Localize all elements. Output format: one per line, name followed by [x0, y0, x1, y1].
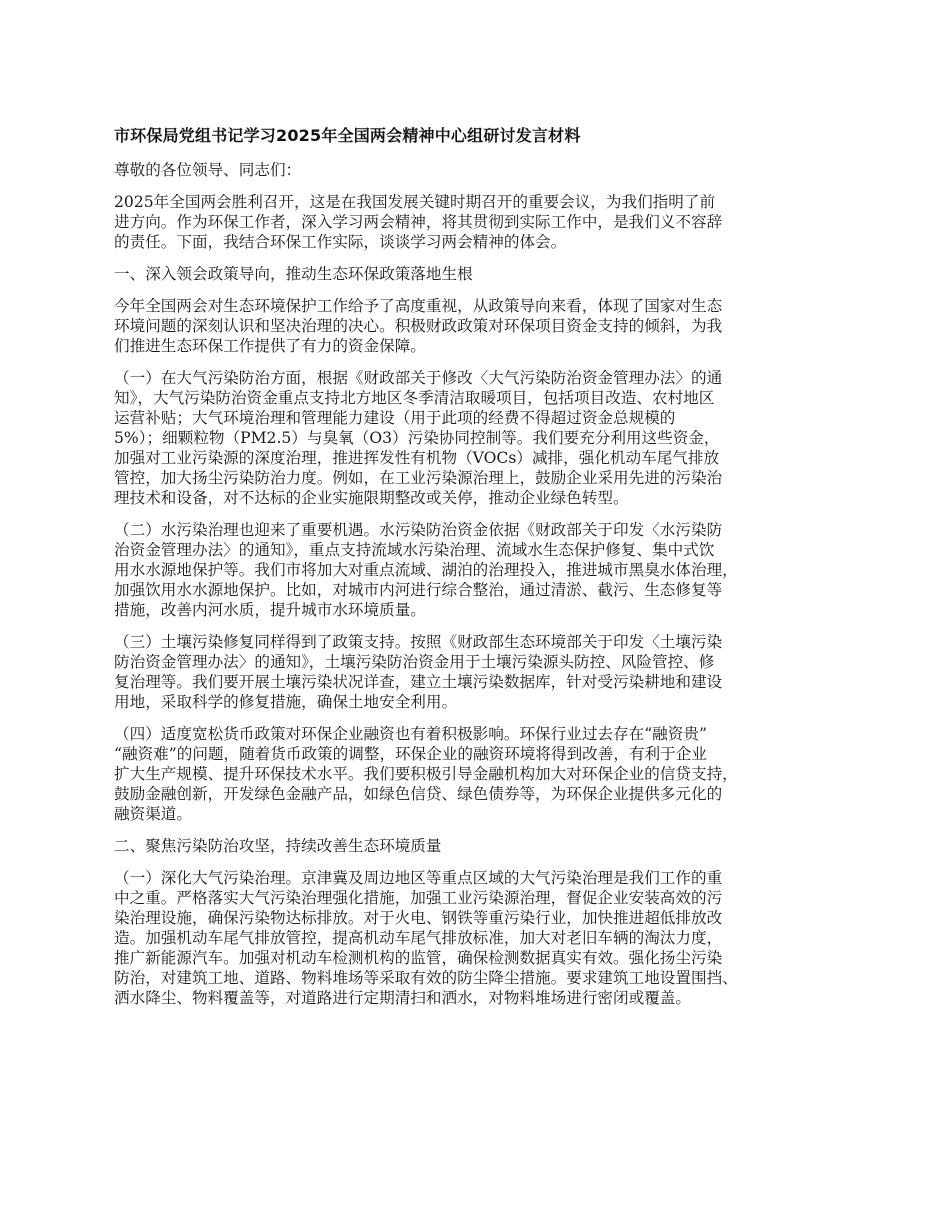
- text-line: 运营补贴；大气环境治理和管理能力建设（用于此项的经费不得超过资金总规模的: [114, 409, 676, 427]
- text-line: 加强对工业污染源的深度治理，推进挥发性有机物（VOCs）减排，强化机动车尾气排放: [114, 449, 720, 467]
- text-line: 推广新能源汽车。加强对机动车检测机构的监管，确保检测数据真实有效。强化扬尘污染: [114, 949, 723, 967]
- text-line: 用地，采取科学的修复措施，确保土地安全利用。: [114, 693, 458, 711]
- section-1-heading: 一、深入领会政策导向，推动生态环保政策落地生根: [114, 265, 473, 283]
- text-line: 融资渠道。: [114, 805, 192, 823]
- text-line: 防治资金管理办法〉的通知》，土壤污染防治资金用于土壤污染源头防控、风险管控、修: [114, 653, 715, 671]
- text-line: （一）深化大气污染治理。京津冀及周边地区等重点区域的大气污染治理是我们工作的重: [114, 869, 723, 887]
- document-title: 市环保局党组书记学习2025年全国两会精神中心组研讨发言材料: [114, 126, 581, 145]
- text-line: 防治，对建筑工地、道路、物料堆场等采取有效的防尘降尘措施。要求建筑工地设置围挡、: [114, 969, 738, 987]
- text-line: 5%）；细颗粒物（PM2.5）与臭氧（O3）污染协同控制等。我们要充分利用这些资金，: [114, 429, 720, 447]
- text-line: 措施，改善内河水质，提升城市水环境质量。: [114, 601, 426, 619]
- text-line: 复治理等。我们要开展土壤污染状况详查，建立土壤污染数据库，针对受污染耕地和建设: [114, 673, 723, 691]
- text-line: 洒水降尘、物料覆盖等，对道路进行定期清扫和洒水，对物料堆场进行密闭或覆盖。: [114, 989, 691, 1007]
- text-line: 扩大生产规模、提升环保技术水平。我们要积极引导金融机构加大对环保企业的信贷支持，: [114, 765, 738, 783]
- text-line: 造。加强机动车尾气排放管控，提高机动车尾气排放标准，加大对老旧车辆的淘汰力度，: [114, 929, 723, 947]
- text-line: 用水水源地保护等。我们市将加大对重点流域、湖泊的治理投入，推进城市黑臭水体治理，: [114, 561, 738, 579]
- text-line: 加强饮用水水源地保护。比如，对城市内河进行综合整治，通过清淤、截污、生态修复等: [114, 581, 723, 599]
- section-1-item-soil-pollution: [114, 632, 854, 712]
- text-line: 染治理设施，确保污染物达标排放。对于火电、钢铁等重污染行业，加快推进超低排放改: [114, 909, 723, 927]
- text-line: “融资难”的问题，随着货币政策的调整，环保企业的融资环境将得到改善，有利于企业: [114, 745, 707, 763]
- section-2-item-air-governance: [114, 868, 854, 1008]
- section-2-heading: 二、聚焦污染防治攻坚，持续改善生态环境质量: [114, 837, 442, 855]
- text-line: 们推进生态环保工作提供了有力的资金保障。: [114, 337, 426, 355]
- section-1-item-water-pollution: [114, 520, 854, 620]
- text-line: 知》，大气污染防治资金重点支持北方地区冬季清洁取暖项目，包括项目改造、农村地区: [114, 389, 715, 407]
- text-line: 管控，加大扬尘污染防治力度。例如，在工业污染源治理上，鼓励企业采用先进的污染治: [114, 469, 723, 487]
- text-line: （一）在大气污染防治方面，根据《财政部关于修改〈大气污染防治资金管理办法〉的通: [114, 369, 723, 387]
- text-line: 鼓励金融创新，开发绿色金融产品，如绿色信贷、绿色债券等，为环保企业提供多元化的: [114, 785, 723, 803]
- text-line: 的责任。下面，我结合环保工作实际，谈谈学习两会精神的体会。: [114, 233, 567, 251]
- text-line: 中之重。严格落实大气污染治理强化措施，加强工业污染源治理，督促企业安装高效的污: [114, 889, 723, 907]
- text-line: （四）适度宽松货币政策对环保企业融资也有着积极影响。环保行业过去存在“融资贵”: [114, 725, 707, 743]
- text-line: （二）水污染治理也迎来了重要机遇。水污染防治资金依据《财政部关于印发〈水污染防: [114, 521, 723, 539]
- text-line: 今年全国两会对生态环境保护工作给予了高度重视，从政策导向来看，体现了国家对生态: [114, 297, 723, 315]
- text-line: 治资金管理办法〉的通知》，重点支持流域水污染治理、流域水生态保护修复、集中式饮: [114, 541, 715, 559]
- section-1-lead-paragraph: [114, 296, 854, 356]
- section-1-item-air-pollution: [114, 368, 854, 508]
- section-1-item-monetary-policy: [114, 724, 854, 824]
- document-page: [114, 126, 854, 1020]
- text-line: （三）土壤污染修复同样得到了政策支持。按照《财政部生态环境部关于印发〈土壤污染: [114, 633, 723, 651]
- text-line: 2025年全国两会胜利召开，这是在我国发展关键时期召开的重要会议，为我们指明了前: [114, 193, 716, 211]
- text-line: 理技术和设备，对不达标的企业实施限期整改或关停，推动企业绿色转型。: [114, 489, 629, 507]
- salutation: 尊敬的各位领导、同志们：: [114, 161, 302, 179]
- intro-paragraph: [114, 192, 854, 252]
- text-line: 进方向。作为环保工作者，深入学习两会精神，将其贯彻到实际工作中，是我们义不容辞: [114, 213, 723, 231]
- text-line: 环境问题的深刻认识和坚决治理的决心。积极财政政策对环保项目资金支持的倾斜，为我: [114, 317, 723, 335]
